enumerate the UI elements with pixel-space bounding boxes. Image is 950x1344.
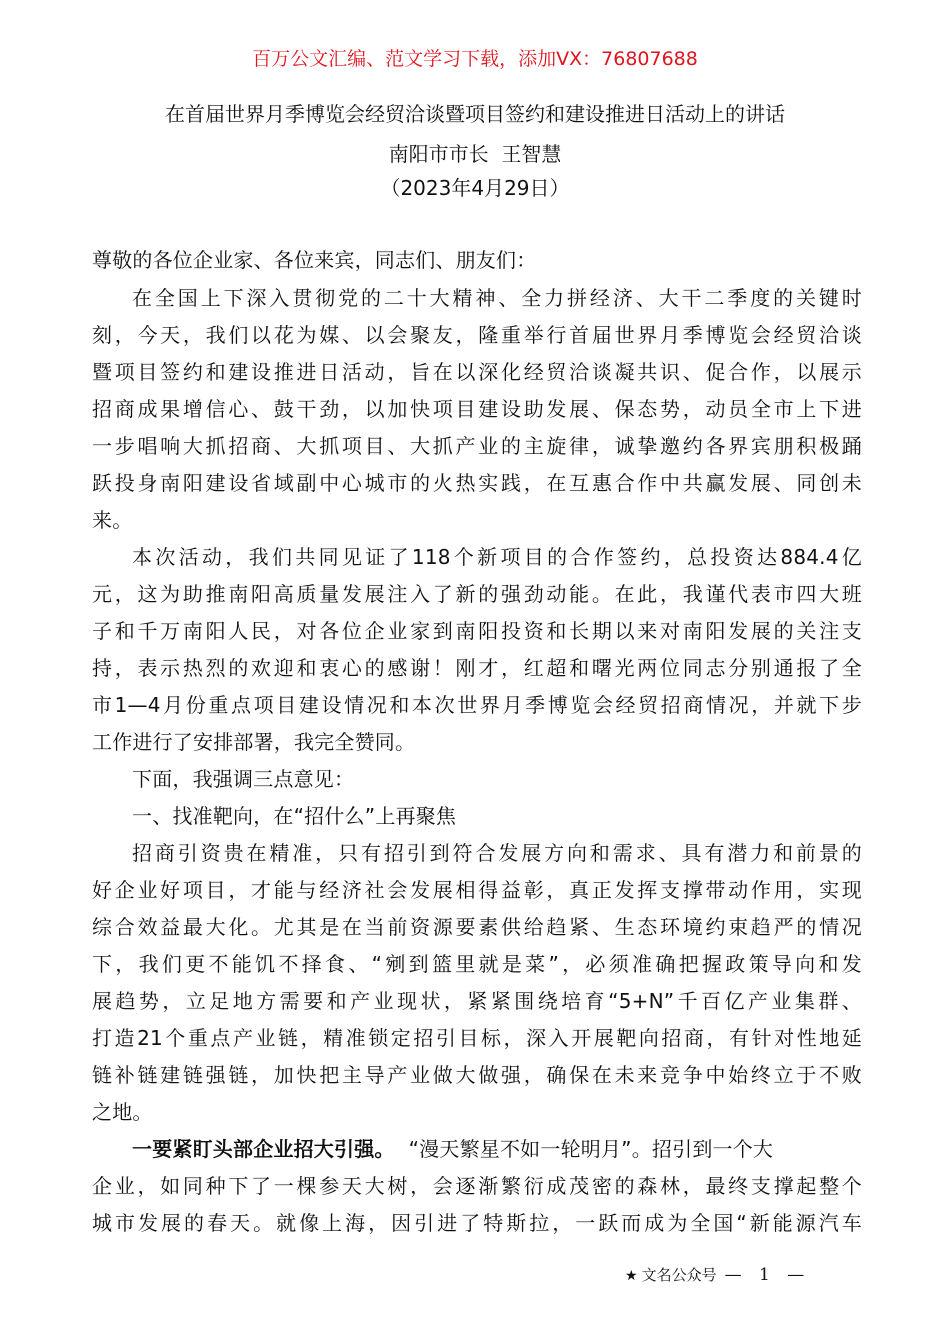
- text-line: 招商成果增信心、鼓干劲，以加快项目建设助发展、保态势，动员全市上下进: [92, 397, 862, 421]
- text-line: 市1—4月份重点项目建设情况和本次世界月季博览会经贸招商情况，并就下步: [92, 693, 862, 717]
- text-line: 在全国上下深入贯彻党的二十大精神、全力拼经济、大干二季度的关键时: [132, 286, 862, 310]
- speech-date: （2023年4月29日）: [380, 176, 570, 200]
- text-line: 暨项目签约和建设推进日活动，旨在以深化经贸洽谈凝共识、促合作，以展示: [92, 360, 862, 384]
- text-line: 综合效益最大化。尤其是在当前资源要素供给趋紧、生态环境约束趋严的情况: [92, 915, 862, 939]
- text-line: 企业，如同种下了一棵参天大树，会逐渐繁衍成茂密的森林，最终支撑起整个: [92, 1174, 862, 1198]
- text-line: 一步唱响大抓招商、大抓项目、大抓产业的主旋律，诚挚邀约各界宾朋积极踊: [92, 434, 862, 458]
- section-heading-1: 一、找准靶向，在“招什么”上再聚焦: [132, 804, 457, 828]
- speech-title: 在首届世界月季博览会经贸洽谈暨项目签约和建设推进日活动上的讲话: [165, 102, 785, 126]
- footer-source: 文名公众号: [641, 1266, 717, 1284]
- text-line: 招商引资贵在精准，只有招引到符合发展方向和需求、具有潜力和前景的: [132, 841, 862, 865]
- star-icon: ★: [625, 1268, 638, 1284]
- text-line: 好企业好项目，才能与经济社会发展相得益彰，真正发挥支撑带动作用，实现: [92, 878, 862, 902]
- text-line: 链补链建链强链，加快把主导产业做大做强，确保在未来竞争中始终立于不败: [92, 1063, 862, 1087]
- speaker: 南阳市市长 王智慧: [388, 142, 562, 166]
- text-line: 本次活动，我们共同见证了118个新项目的合作签约，总投资达884.4亿: [132, 545, 862, 569]
- text-line: 打造21个重点产业链，精准锁定招引目标，深入开展靶向招商，有针对性地延: [92, 1026, 862, 1050]
- download-banner: 百万公文汇编、范文学习下载，添加VX：76807688: [252, 48, 698, 70]
- text-line: 子和千万南阳人民，对各位企业家到南阳投资和长期以来对南阳发展的关注支: [92, 619, 862, 643]
- text-line: 城市发展的春天。就像上海，因引进了特斯拉，一跃而成为全国“新能源汽车: [92, 1211, 862, 1235]
- page-number: — 1 —: [724, 1265, 811, 1285]
- page-footer: [625, 1264, 810, 1285]
- text-line: 跃投身南阳建设省域副中心城市的火热实践，在互惠合作中共赢发展、同创未: [92, 471, 862, 495]
- text-line: 持，表示热烈的欢迎和衷心的感谢！刚才，红超和曙光两位同志分别通报了全: [92, 656, 862, 680]
- text-run: “漫天繁星不如一轮明月”。招引到一个大: [408, 1137, 774, 1161]
- bold-lead: 一要紧盯头部企业招大引强。: [132, 1137, 395, 1161]
- text-line: [132, 1134, 862, 1164]
- text-line: 来。: [92, 508, 133, 532]
- salutation: 尊敬的各位企业家、各位来宾，同志们、朋友们：: [92, 248, 537, 272]
- text-line: 工作进行了安排部署，我完全赞同。: [92, 730, 416, 754]
- paragraph-3: 下面，我强调三点意见：: [132, 767, 355, 791]
- text-line: 元，这为助推南阳高质量发展注入了新的强劲动能。在此，我谨代表市四大班: [92, 582, 862, 606]
- text-line: 之地。: [92, 1100, 153, 1124]
- text-line: 展趋势，立足地方需要和产业现状，紧紧围绕培育“5+N”千百亿产业集群、: [92, 989, 862, 1013]
- text-line: 刻，今天，我们以花为媒、以会聚友，隆重举行首届世界月季博览会经贸洽谈: [92, 323, 862, 347]
- text-line: 下，我们更不能饥不择食、“剜到篮里就是菜”，必须准确把握政策导向和发: [92, 952, 862, 976]
